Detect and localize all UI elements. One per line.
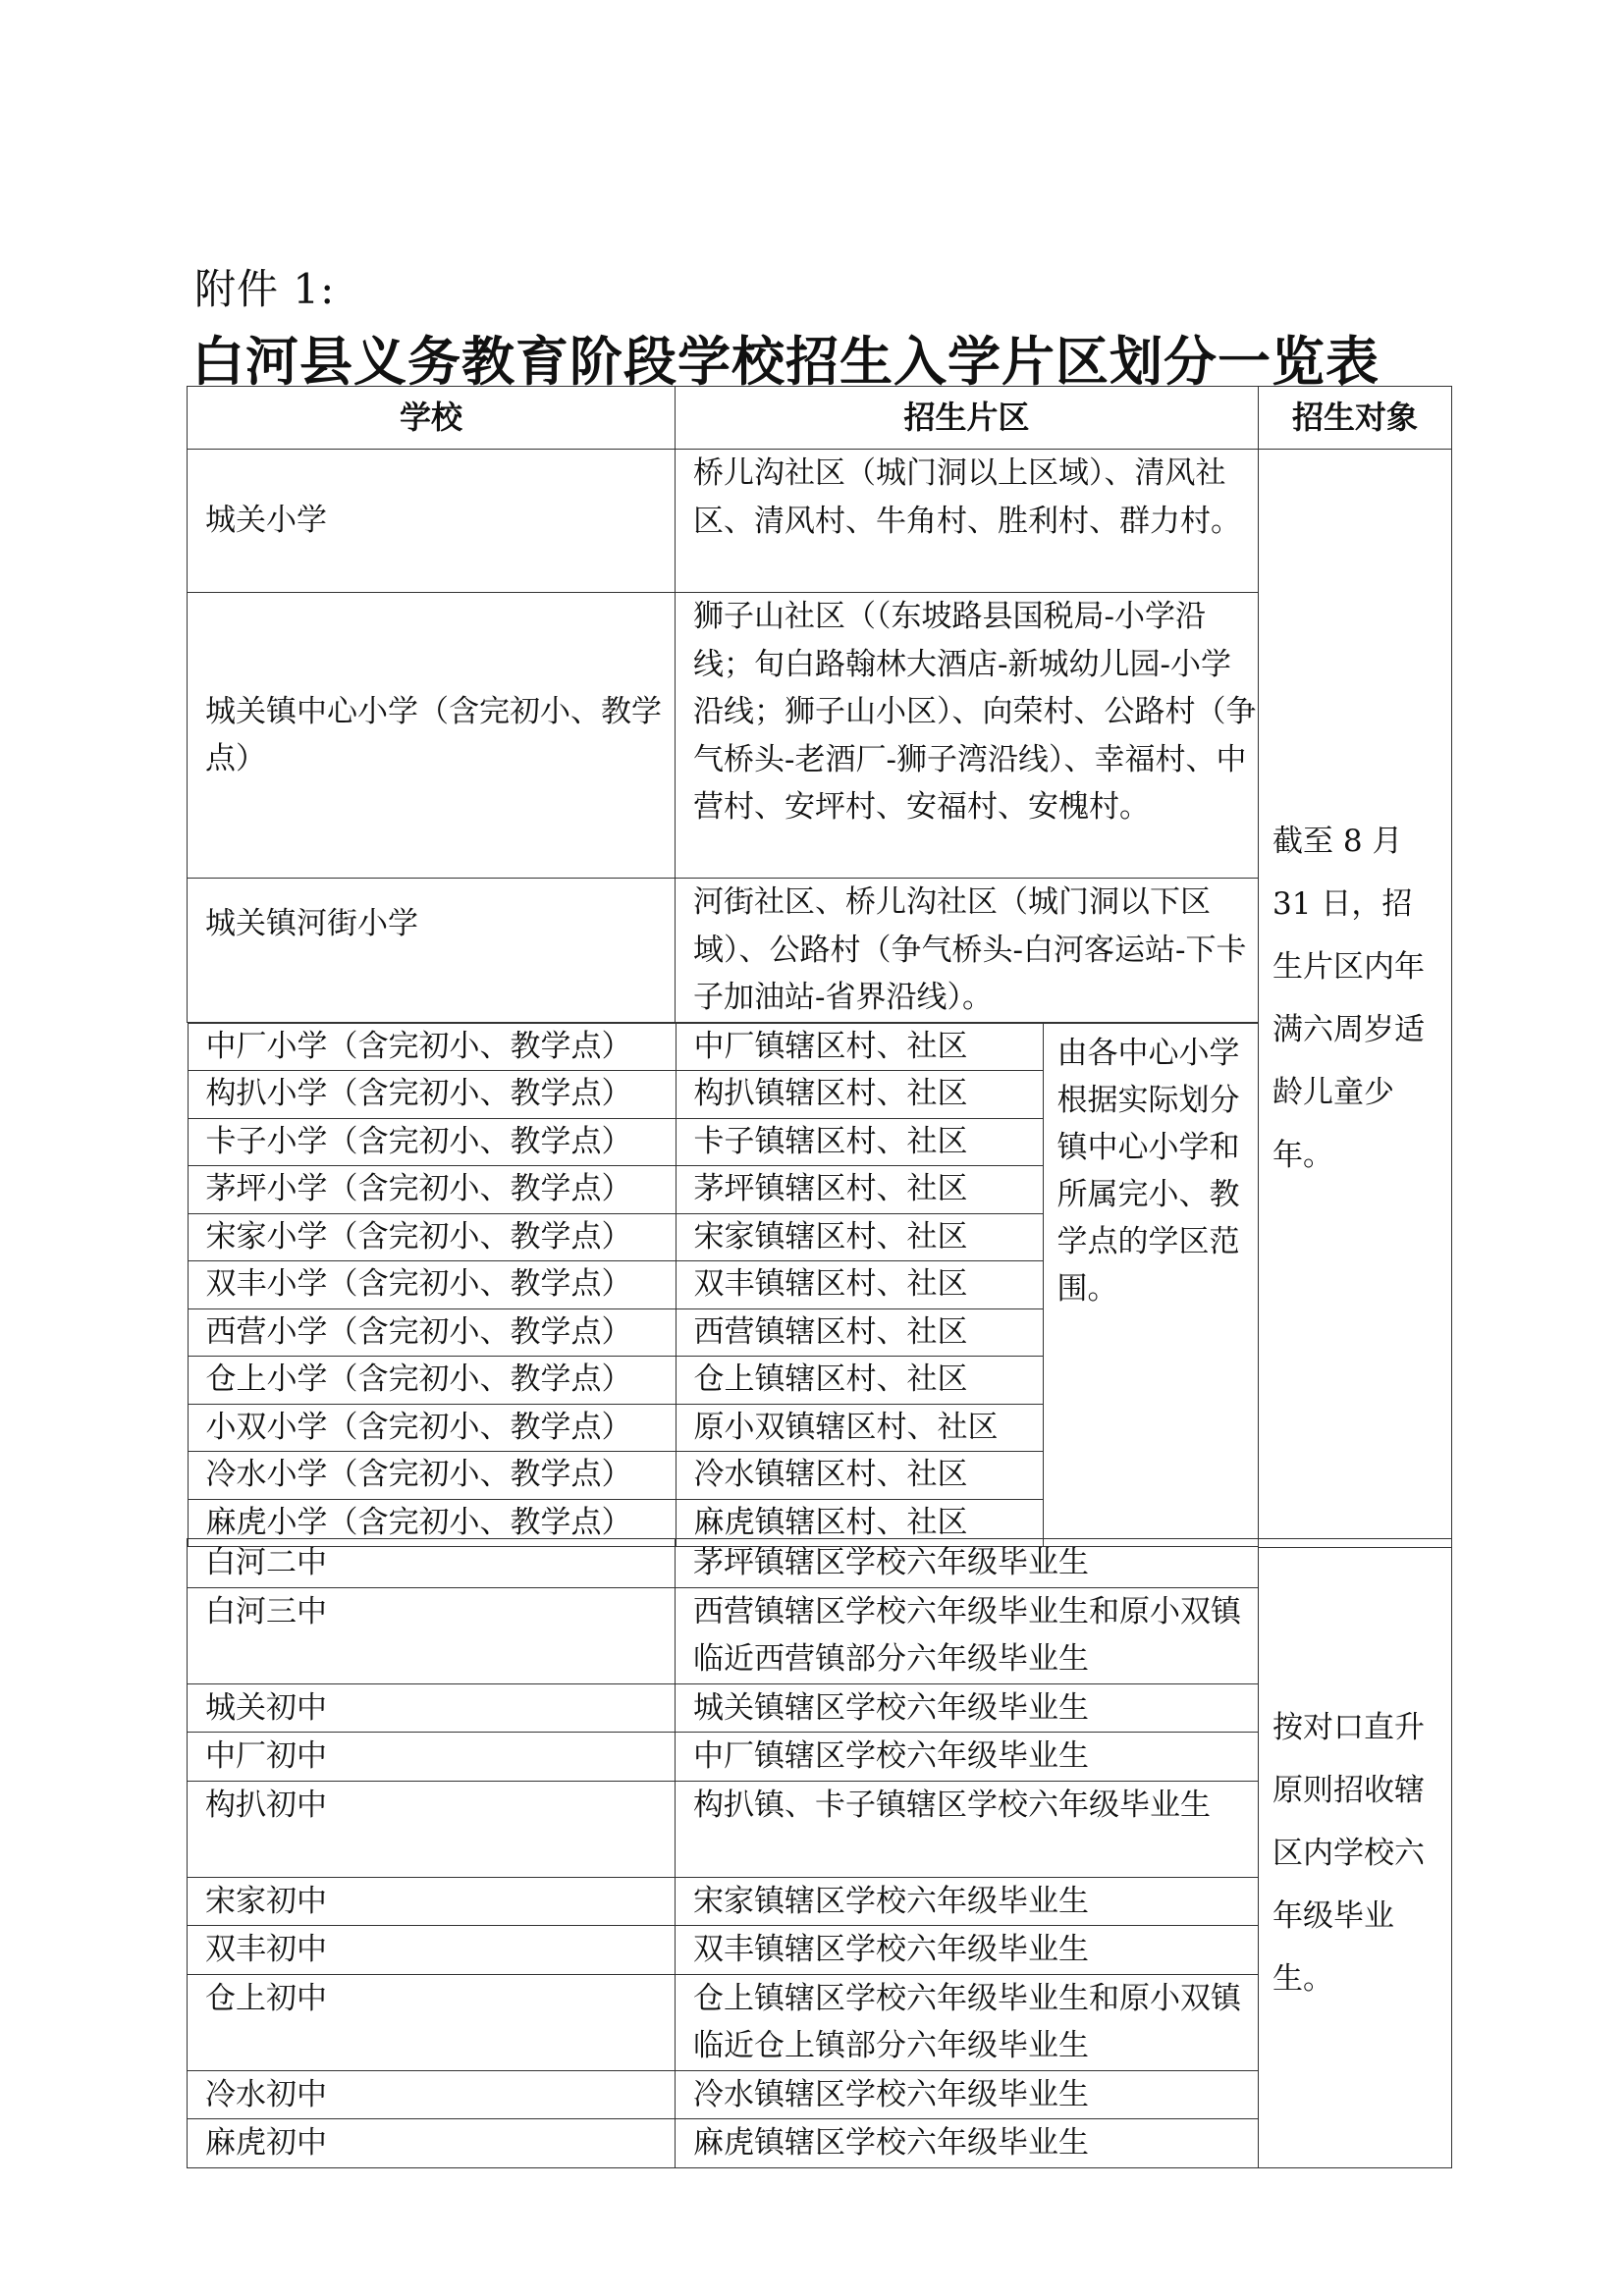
zone-cell: 双丰镇辖区村、社区	[676, 1261, 1043, 1309]
school-cell: 白河三中	[188, 1587, 676, 1683]
zone-cell: 茅坪镇辖区村、社区	[676, 1166, 1043, 1214]
school-name: 城关镇河街小学	[205, 906, 418, 941]
school-cell: 构扒小学（含完初小、教学点）	[188, 1071, 676, 1119]
school-cell: 冷水小学（含完初小、教学点）	[188, 1452, 676, 1500]
zone-cell: 原小双镇辖区村、社区	[676, 1404, 1043, 1452]
school-cell: 构扒初中	[188, 1781, 676, 1877]
township-note-cell: 由各中心小学根据实际划分镇中心小学和所属完小、教学点的学区范围。	[1043, 1023, 1259, 1547]
zone-cell: 麻虎镇辖区学校六年级毕业生	[676, 2119, 1259, 2168]
zone-cell: 中厂镇辖区村、社区	[676, 1023, 1043, 1071]
zone-cell: 构扒镇辖区村、社区	[676, 1071, 1043, 1119]
zone-cell: 仓上镇辖区学校六年级毕业生和原小双镇临近仓上镇部分六年级毕业生	[676, 1974, 1259, 2070]
school-cell: 仓上小学（含完初小、教学点）	[188, 1357, 676, 1405]
zone-cell: 狮子山社区（（东坡路县国税局-小学沿线；旬白路翰林大酒店-新城幼儿园-小学沿线；狮子山小区）、向荣村、公路村（争气桥头-老酒厂-狮子湾沿线）、幸福村、中营村、安坪村、安福村、安槐村。	[676, 593, 1259, 879]
zone-cell: 西营镇辖区学校六年级毕业生和原小双镇临近西营镇部分六年级毕业生	[676, 1587, 1259, 1683]
zone-cell: 卡子镇辖区村、社区	[676, 1118, 1043, 1166]
school-cell: 麻虎小学（含完初小、教学点）	[188, 1499, 676, 1547]
school-cell: 冷水初中	[188, 2070, 676, 2119]
township-table	[188, 1023, 1259, 1548]
primary-target-cell: 截至 8 月 31 日，招生片区内年满六周岁适龄儿童少年。	[1259, 450, 1452, 1548]
attachment-label: 附件 1:	[194, 265, 336, 313]
school-cell: 麻虎初中	[188, 2119, 676, 2168]
zone-cell: 宋家镇辖区学校六年级毕业生	[676, 1877, 1259, 1926]
school-cell: 小双小学（含完初小、教学点）	[188, 1404, 676, 1452]
township-group-cell	[188, 1022, 1259, 1547]
zone-cell: 城关镇辖区学校六年级毕业生	[676, 1683, 1259, 1733]
zone-cell: 双丰镇辖区学校六年级毕业生	[676, 1926, 1259, 1975]
school-cell: 卡子小学（含完初小、教学点）	[188, 1118, 676, 1166]
zone-cell: 西营镇辖区村、社区	[676, 1308, 1043, 1357]
middle-target-cell: 按对口直升原则招收辖区内学校六年级毕业生。	[1259, 1539, 1452, 2168]
school-cell: 仓上初中	[188, 1974, 676, 2070]
table-row	[188, 450, 1452, 593]
zone-cell: 冷水镇辖区学校六年级毕业生	[676, 2070, 1259, 2119]
zone-cell: 构扒镇、卡子镇辖区学校六年级毕业生	[676, 1781, 1259, 1877]
school-cell: 宋家小学（含完初小、教学点）	[188, 1213, 676, 1261]
school-cell: 宋家初中	[188, 1877, 676, 1926]
zone-cell: 河街社区、桥儿沟社区（城门洞以下区域）、公路村（争气桥头-白河客运站-下卡子加油站-省界沿线）。	[676, 879, 1259, 1023]
school-cell: 白河二中	[188, 1539, 676, 1588]
zone-cell: 冷水镇辖区村、社区	[676, 1452, 1043, 1500]
header-zone: 招生片区	[676, 387, 1259, 450]
zone-cell: 茅坪镇辖区学校六年级毕业生	[676, 1539, 1259, 1588]
zone-cell: 麻虎镇辖区村、社区	[676, 1499, 1043, 1547]
school-cell: 中厂小学（含完初小、教学点）	[188, 1023, 676, 1071]
school-cell: 城关镇中心小学（含完初小、教学点）	[188, 593, 676, 879]
header-school: 学校	[188, 387, 676, 450]
zone-cell: 宋家镇辖区村、社区	[676, 1213, 1043, 1261]
school-cell: 双丰小学（含完初小、教学点）	[188, 1261, 676, 1309]
school-cell: 西营小学（含完初小、教学点）	[188, 1308, 676, 1357]
table-row	[188, 1023, 1259, 1071]
middle-school-table	[187, 1538, 1452, 2168]
table-header-row	[188, 387, 1452, 450]
school-cell: 城关小学	[188, 450, 676, 593]
header-target: 招生对象	[1259, 387, 1452, 450]
enrollment-zone-table	[187, 386, 1452, 1548]
zone-cell: 中厂镇辖区学校六年级毕业生	[676, 1733, 1259, 1782]
zone-cell: 桥儿沟社区（城门洞以上区域）、清风社区、清风村、牛角村、胜利村、群力村。	[676, 450, 1259, 593]
school-cell: 双丰初中	[188, 1926, 676, 1975]
table-row	[188, 1539, 1452, 1588]
school-cell	[188, 879, 676, 1023]
document-title: 白河县义务教育阶段学校招生入学片区划分一览表	[191, 330, 1380, 393]
school-cell: 茅坪小学（含完初小、教学点）	[188, 1166, 676, 1214]
school-cell: 城关初中	[188, 1683, 676, 1733]
zone-cell: 仓上镇辖区村、社区	[676, 1357, 1043, 1405]
school-cell: 中厂初中	[188, 1733, 676, 1782]
